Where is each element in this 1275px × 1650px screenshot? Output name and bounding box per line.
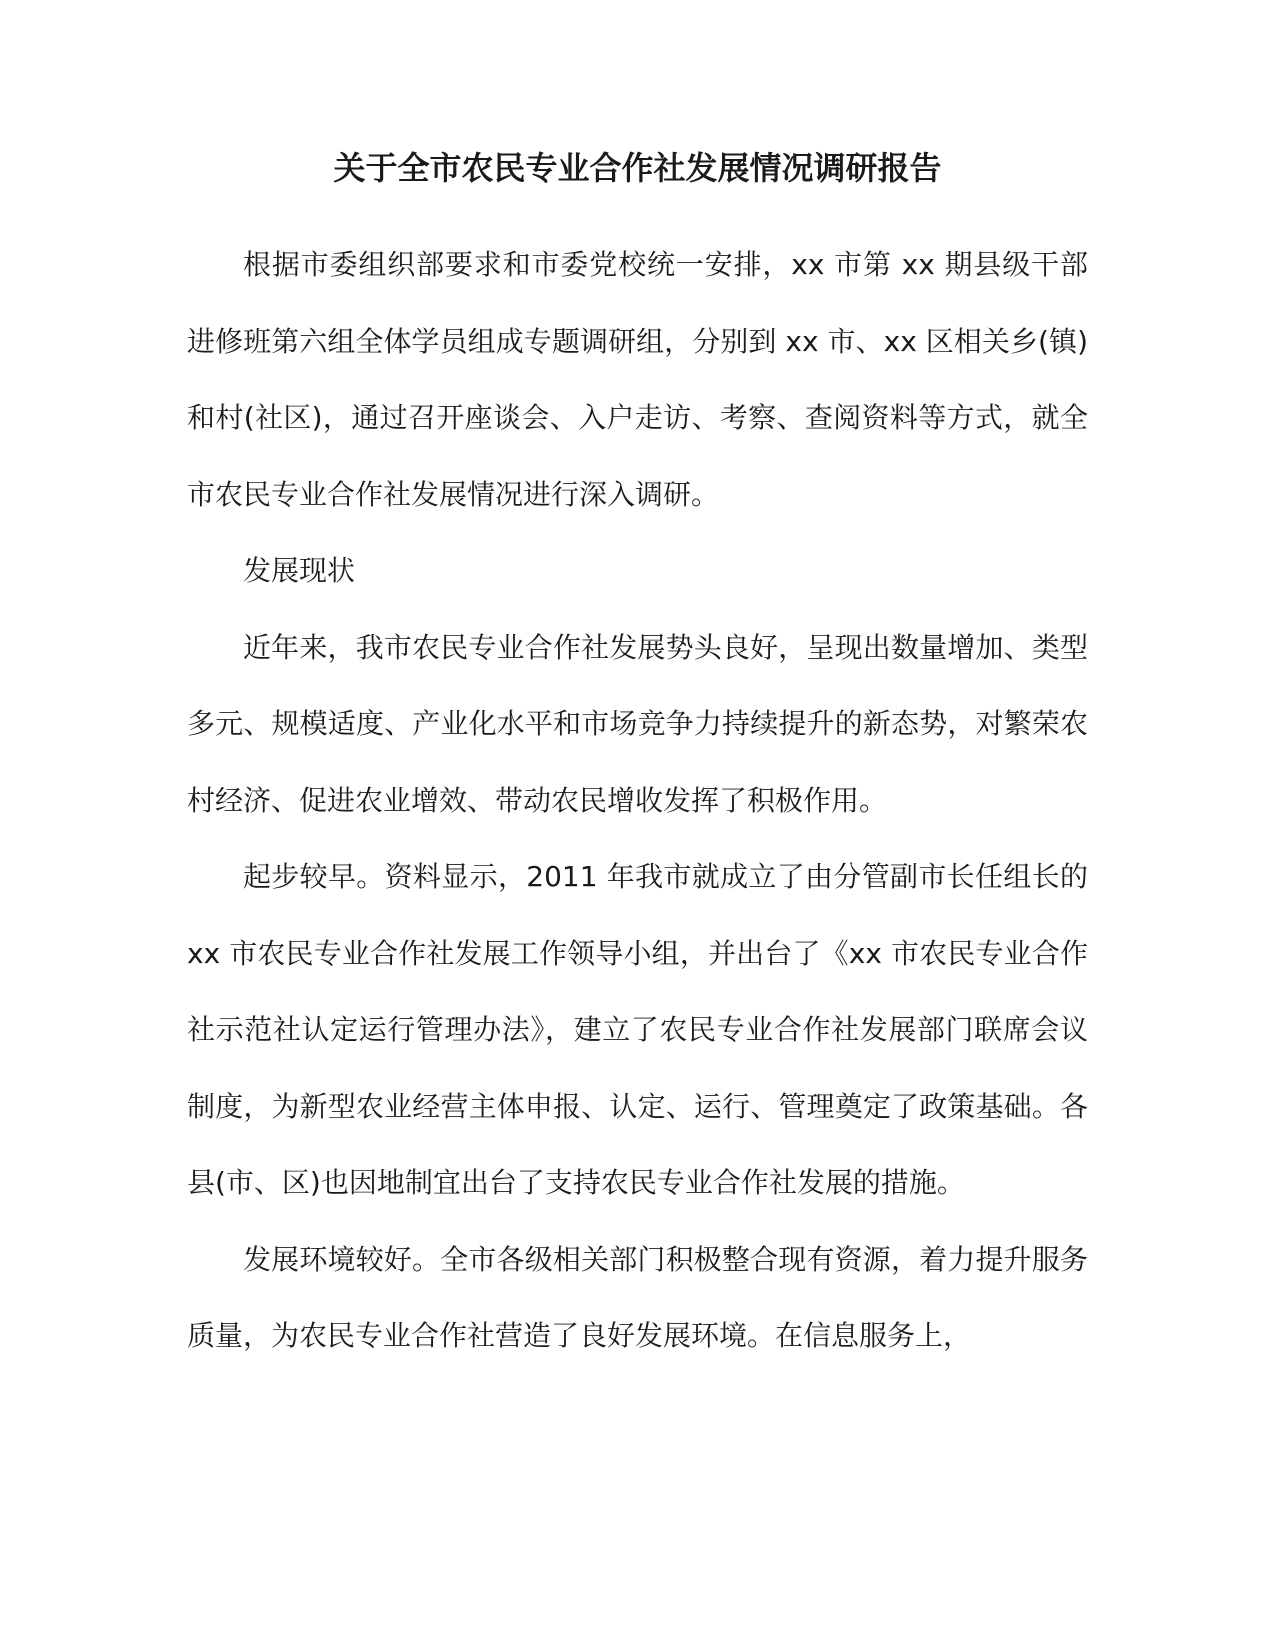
document-body bbox=[187, 227, 1088, 1375]
paragraph-intro: 根据市委组织部要求和市委党校统一安排，xx 市第 xx 期县级干部进修班第六组全体学员组成专题调研组，分别到 xx 市、xx 区相关乡(镇)和村(社区)，通过召开座谈会、入户走访、考察、查阅资料等方式，就全市农民专业合作社发展情况进行深入调研。 bbox=[187, 248, 1088, 511]
paragraph-environment: 发展环境较好。全市各级相关部门积极整合现有资源，着力提升服务质量，为农民专业合作社营造了良好发展环境。在信息服务上， bbox=[187, 1242, 1088, 1352]
paragraph-early-start: 起步较早。资料显示，2011 年我市就成立了由分管副市长任组长的 xx 市农民专业合作社发展工作领导小组，并出台了《xx 市农民专业合作社示范社认定运行管理办法》，建立了农民专业合作社发展部门联席会议制度，为新型农业经营主体申报、认定、运行、管理奠定了政策基础。各县(市、区)也因地制宜出台了支持农民专业合作社发展的措施。 bbox=[187, 860, 1088, 1199]
paragraph-overview: 近年来，我市农民专业合作社发展势头良好，呈现出数量增加、类型多元、规模适度、产业化水平和市场竞争力持续提升的新态势，对繁荣农村经济、促进农业增效、带动农民增收发挥了积极作用。 bbox=[187, 630, 1088, 817]
document-title: 关于全市农民专业合作社发展情况调研报告 bbox=[333, 149, 942, 187]
section-heading-status: 发展现状 bbox=[243, 554, 356, 587]
